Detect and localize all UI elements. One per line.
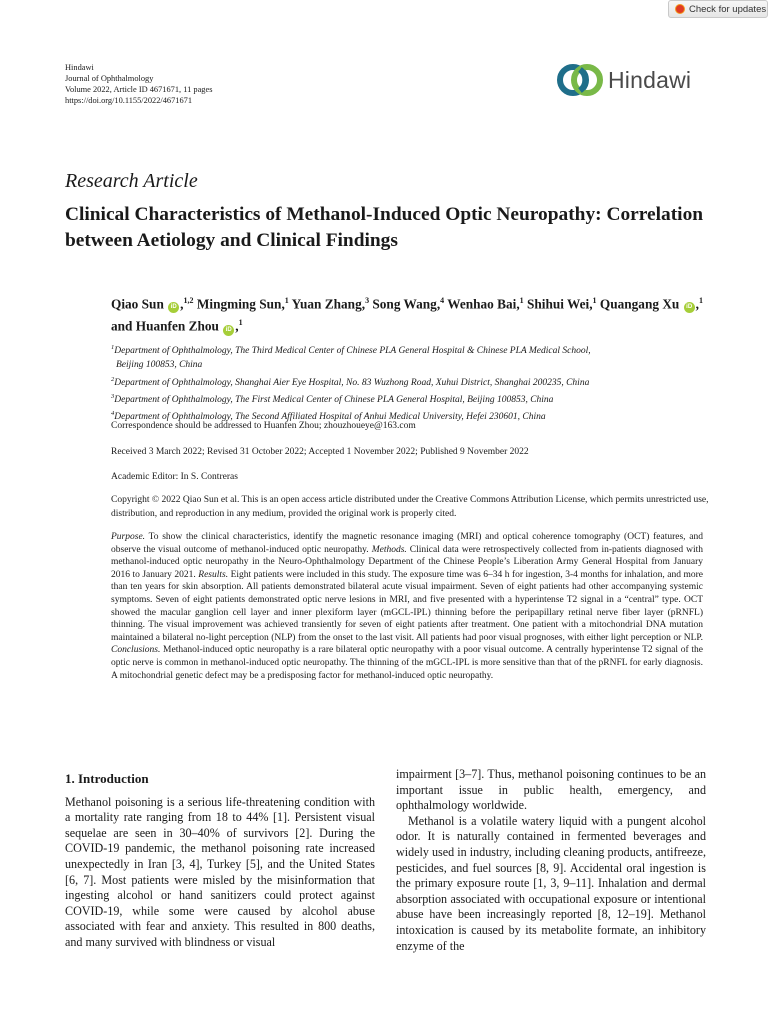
hindawi-logo	[556, 63, 691, 97]
check-updates-icon	[675, 4, 685, 14]
author-name: Yuan Zhang	[291, 296, 362, 312]
author-name: Wenhao Bai	[447, 296, 517, 312]
abstract-results-label: Results.	[198, 569, 229, 580]
abstract-methods: Clinical data were retrospectively collected from in-patients diagnosed with methanol-induced optic neuropathy in the Neuro-Ophthalmology Department of the Chinese People’s Liberation Army General Hospital from January 2016 to January 2021.	[111, 544, 703, 580]
affiliation-number: 4	[111, 410, 115, 418]
author-name: Qiao Sun	[111, 296, 164, 312]
author-affiliation-number: 3	[365, 296, 370, 305]
affiliation-text: Department of Ophthalmology, The Second Affiliated Hospital of Anhui Medical University, Hefei 230601, China	[114, 412, 546, 423]
publication-dates: Received 3 March 2022; Revised 31 October 2022; Accepted 1 November 2022; Published 9 November 2022	[111, 447, 529, 457]
author-separator: and	[111, 318, 136, 334]
abstract	[111, 531, 703, 682]
article-type: Research Article	[65, 170, 198, 192]
affiliations	[111, 341, 711, 425]
body-column-left	[65, 767, 375, 951]
author-name: Mingming Sun	[196, 296, 282, 312]
journal-name: Journal of Ophthalmology	[65, 74, 154, 83]
affiliation-text: Department of Ophthalmology, The Third Medical Center of Chinese PLA General Hospital & Chinese PLA Medical School,	[114, 346, 591, 357]
article-title: Clinical Characteristics of Methanol-Induced Optic Neuropathy: Correlation between Aetiology and Clinical Findings	[65, 204, 704, 251]
affiliation-text: Department of Ophthalmology, Shanghai Aier Eye Hospital, No. 83 Wuzhong Road, Xuhui District, Shanghai 200235, China	[114, 377, 590, 388]
abstract-conclusions-label: Conclusions.	[111, 645, 161, 656]
check-for-updates-label: Check for updates	[689, 3, 767, 15]
abstract-purpose-label: Purpose.	[111, 532, 146, 542]
affiliation	[111, 390, 711, 407]
author-affiliation-number: 4	[440, 296, 445, 305]
author-name: Shihui Wei	[527, 296, 590, 312]
affiliation	[111, 373, 711, 390]
volume-info: Volume 2022, Article ID 4671671, 11 pages	[65, 85, 213, 94]
author-name: Song Wang	[372, 296, 437, 312]
orcid-icon[interactable]: iD	[223, 325, 234, 336]
hindawi-logo-icon	[556, 63, 604, 97]
orcid-icon[interactable]: iD	[168, 302, 179, 313]
academic-editor: Academic Editor: In S. Contreras	[111, 472, 238, 482]
affiliation-number: 1	[111, 344, 115, 351]
orcid-icon[interactable]: iD	[684, 302, 695, 313]
body-paragraph: Methanol poisoning is a serious life-threatening condition with a mortality rate ranging from 18 to 44% [1]. Persistent visual sequelae are seen in 30–40% of survivors [2]. During the COVID-19 pandemic, the methanol poisoning rate increased unexpectedly in Iran [3, 4], Turkey [5], and the United States [6, 7]. Most patients were misled by the misinformation that ingesting alcohol or hand sanitizers could protect against COVID-19, while some were caused by alcohol abuse associated with fear and anxiety. This resulted in 800 deaths, and many survived with blindness or visual	[65, 794, 375, 949]
author-name: Huanfen Zhou	[135, 318, 219, 334]
affiliation-number: 2	[111, 375, 115, 383]
section-heading: 1. Introduction	[65, 771, 149, 786]
body-column-right	[396, 767, 706, 954]
affiliation-text: Department of Ophthalmology, The First Medical Center of Chinese PLA General Hospital, Beijing 100853, China	[114, 395, 554, 406]
copyright-notice: Copyright © 2022 Qiao Sun et al. This is an open access article distributed under the Creative Commons Attribution License, which permits unrestricted use, distribution, and reproduction in any medium, provided the original work is properly cited.	[111, 495, 709, 520]
abstract-methods-label: Methods.	[371, 544, 407, 555]
check-for-updates-button[interactable]	[668, 0, 768, 18]
journal-info	[65, 62, 212, 106]
abstract-results: Eight patients were included in this study. The exposure time was 6–34 h for ingestion, 3-4 months for inhalation, and more than ten years for skin absorption. All patients demonstrated bilateral acute visual impairment. Seven of eight patients had other accompanying systemic symptoms. Seven of eight patients demonstrated optic nerve lesions in MRI, and five presented with a hyperintense T2 signal in a “central” type. OCT showed the macular ganglion cell layer and inner plexiform layer (mGCL-IPL) thinning before the peripapillary retinal nerve fiber layer (pRNFL) thinning. The visual improvement was achieved transiently for seven of eight patients after treatment. One patient with a mitochondrial DNA mutation maintained a bilateral no-light perception (NLP) from the onset to the last visit. All patients had poor visual prognoses, with either light perception or NLP.	[111, 569, 703, 643]
hindawi-logo-text: Hindawi	[608, 66, 692, 93]
abstract-purpose: To show the clinical characteristics, identify the magnetic resonance imaging (MRI) and optical coherence tomography (OCT) features, and observe the visual outcome of methanol-induced optic neuropathy.	[111, 532, 703, 555]
body-paragraph: Methanol is a volatile watery liquid with a pungent alcohol odor. It is naturally contained in fermented beverages and widely used in industry, including cleaning products, antifreeze, pesticides, and fuel sources [8, 9]. Accidental oral ingestion is the primary exposure route [1, 3, 9–11]. Inhalation and dermal absorption associated with occupational exposure or intentional abuse have been increasingly reported [8, 12–19]. Methanol intoxication is caused by its metabolite formate, an inhibitory enzyme of the	[396, 813, 706, 953]
author-affiliation-number: 1,2	[183, 296, 194, 305]
affiliation-text-continued: Beijing 100853, China	[116, 360, 203, 371]
affiliation	[111, 341, 711, 373]
publisher-name: Hindawi	[65, 63, 94, 72]
author-name: Quangang Xu	[599, 296, 680, 312]
author-affiliation-number: 1	[284, 296, 289, 305]
author-affiliation-number: 1	[519, 296, 524, 305]
doi-link[interactable]: https://doi.org/10.1155/2022/4671671	[65, 96, 193, 105]
correspondence: Correspondence should be addressed to Huanfen Zhou; zhouzhoueye@163.com	[111, 421, 416, 431]
author-affiliation-number: 1	[238, 318, 243, 328]
body-paragraph: impairment [3–7]. Thus, methanol poisoning continues to be an important issue in public health, emergency, and ophthalmology worldwide.	[396, 767, 706, 813]
author-affiliation-number: 1	[592, 296, 597, 305]
affiliation-number: 3	[111, 392, 115, 400]
abstract-conclusions: Methanol-induced optic neuropathy is a rare bilateral optic neuropathy with a poor visual outcome. A centrally hyperintense T2 signal of the optic nerve is common in methanol-induced optic neuropathy. The thinning of the mGCL-IPL is more sensitive than that of the pRNFL for early diagnosis. A mitochondrial genetic defect may be a predisposing factor for methanol-induced optic neuropathy.	[111, 645, 703, 681]
author-list: Qiao Sun iD ,$^{1,2}$ Mingming Sun,$^1$ Yuan Zhang,$^3$ Song Wang,$^4$ Wenhao Bai,$^1$ Shihui Wei,$^1$ Quangang Xu iD ,$^1$ and Huanfen Zhou iD ,$^1$	[111, 296, 703, 334]
author-affiliation-number: 1	[698, 296, 703, 305]
